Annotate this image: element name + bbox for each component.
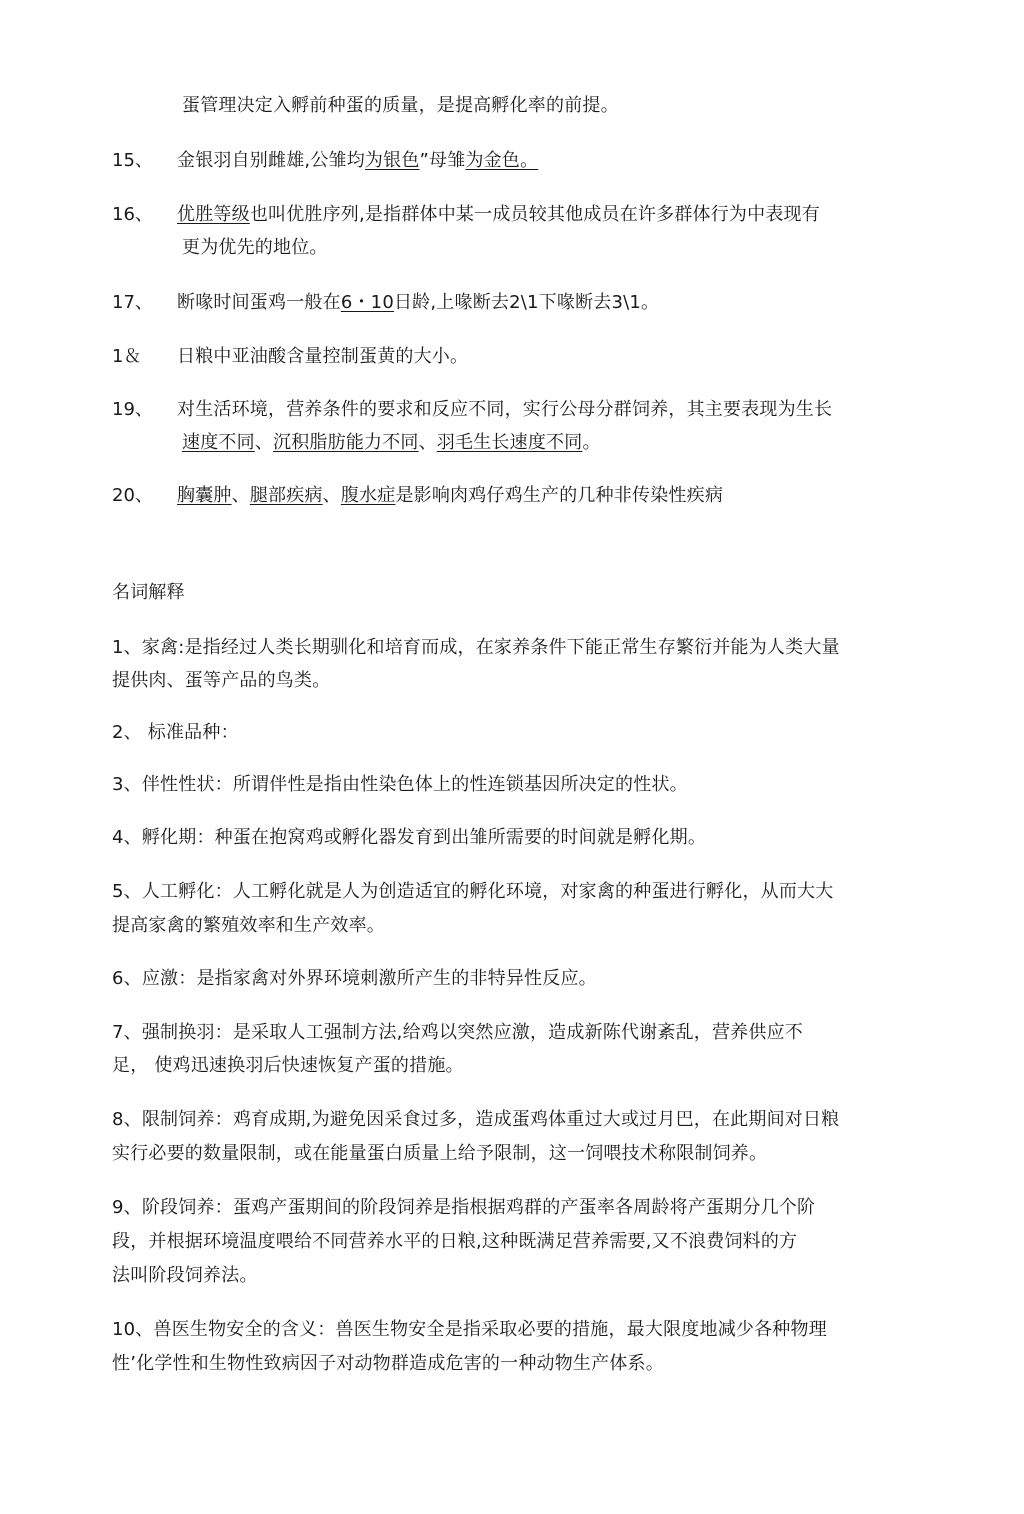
item-line	[177, 346, 468, 368]
item-text: 日龄,上喙断去2\1下喙断去3\1。	[393, 292, 660, 313]
definition-line: 2、 标准品种：	[112, 722, 239, 743]
definition-line: 8、限制饲养：鸡育成期,为避免因采食过多，造成蛋鸡体重过大或过月巴，在此期间对日粮	[112, 1109, 840, 1130]
item-text: 对生活环境，营养条件的要求和反应不同，实行公母分群饲养，其主要表现为生长	[177, 399, 833, 420]
definition-line: 5、人工孵化：人工孵化就是人为创造适宜的孵化环境，对家禽的种蛋进行孵化，从而大大	[112, 881, 834, 902]
item-line	[182, 432, 601, 454]
answer-blank: 沉积脂肪能力不同	[273, 432, 419, 453]
answer-blank: 为银色	[364, 150, 420, 171]
item-text: 是影响肉鸡仔鸡生产的几种非传染性疾病	[395, 485, 724, 506]
item-text: 日粮中亚油酸含量控制蛋黄的大小。	[177, 346, 469, 367]
item-text: 也叫优胜序列,是指群体中某一成员较其他成员在许多群体行为中表现有	[249, 204, 820, 225]
item-line	[182, 237, 328, 259]
item-text: 、	[254, 432, 274, 453]
definition-line: 实行必要的数量限制，或在能量蛋白质量上给予限制，这一饲喂技术称限制饲养。	[112, 1143, 768, 1164]
item-line	[177, 292, 659, 314]
item-text: ”母雏	[419, 150, 466, 171]
answer-blank: 优胜等级	[177, 204, 250, 225]
item-line	[177, 150, 538, 172]
answer-blank: 羽毛生长速度不同	[436, 432, 583, 453]
item-text: 金银羽自别雌雄,公雏均	[177, 150, 365, 171]
item-text: 、	[418, 432, 437, 453]
item-line	[177, 485, 723, 507]
definition-line: 10、兽医生物安全的含义：兽医生物安全是指采取必要的措施，最大限度地减少各种物理	[112, 1319, 827, 1340]
answer-blank: 6・10	[340, 292, 394, 313]
section-title: 名词解释	[112, 582, 185, 603]
item-number: 1＆	[112, 346, 142, 367]
answer-blank: 速度不同	[182, 432, 255, 453]
item-number: 16、	[112, 204, 153, 225]
item-text: 、	[322, 485, 341, 506]
item-text: 。	[582, 432, 601, 453]
definition-line: 法叫阶段饲养法。	[112, 1265, 258, 1286]
definition-line: 4、孵化期：种蛋在抱窝鸡或孵化器发育到出雏所需要的时间就是孵化期。	[112, 827, 707, 848]
item-text: 更为优先的地位。	[182, 237, 328, 258]
definition-line: 段，并根据环境温度喂给不同营养水平的日粮,这种既满足营养需要,又不浪费饲料的方	[112, 1231, 798, 1252]
item-line	[177, 399, 832, 421]
item-number: 17、	[112, 292, 153, 313]
item-text: 、	[231, 485, 250, 506]
definition-line: 6、应激：是指家禽对外界环境刺激所产生的非特异性反应。	[112, 968, 597, 989]
item-text: 断喙时间蛋鸡一般在	[177, 292, 341, 313]
definition-line: 9、阶段饲养：蛋鸡产蛋期间的阶段饲养是指根据鸡群的产蛋率各周龄将产蛋期分几个阶	[112, 1197, 816, 1218]
item-line	[177, 204, 820, 226]
definition-line: 3、伴性性状：所谓伴性是指由性染色体上的性连锁基因所决定的性状。	[112, 774, 688, 795]
definition-line: 提高家禽的繁殖效率和生产效率。	[112, 915, 385, 936]
item-number: 15、	[112, 150, 153, 171]
definition-line: 7、强制换羽：是采取人工强制方法,给鸡以突然应激，造成新陈代谢紊乱，营养供应不	[112, 1022, 803, 1043]
answer-blank: 为金色。	[465, 150, 539, 171]
definition-line: 1、家禽:是指经过人类长期驯化和培育而成，在家养条件下能正常生存繁衍并能为人类大量	[112, 637, 840, 658]
definition-line: 足， 使鸡迅速换羽后快速恢复产蛋的措施。	[112, 1055, 464, 1076]
answer-blank: 胸囊肿	[177, 485, 232, 506]
item-number: 20、	[112, 485, 153, 506]
definition-line: 性’化学性和生物性致病因子对动物群造成危害的一种动物生产体系。	[112, 1353, 664, 1374]
continuation-line: 蛋管理决定入孵前种蛋的质量，是提高孵化率的前提。	[182, 95, 619, 116]
answer-blank: 腿部疾病	[249, 485, 323, 506]
answer-blank: 腹水症	[340, 485, 396, 506]
definition-line: 提供肉、蛋等产品的鸟类。	[112, 670, 331, 691]
item-number: 19、	[112, 399, 153, 420]
